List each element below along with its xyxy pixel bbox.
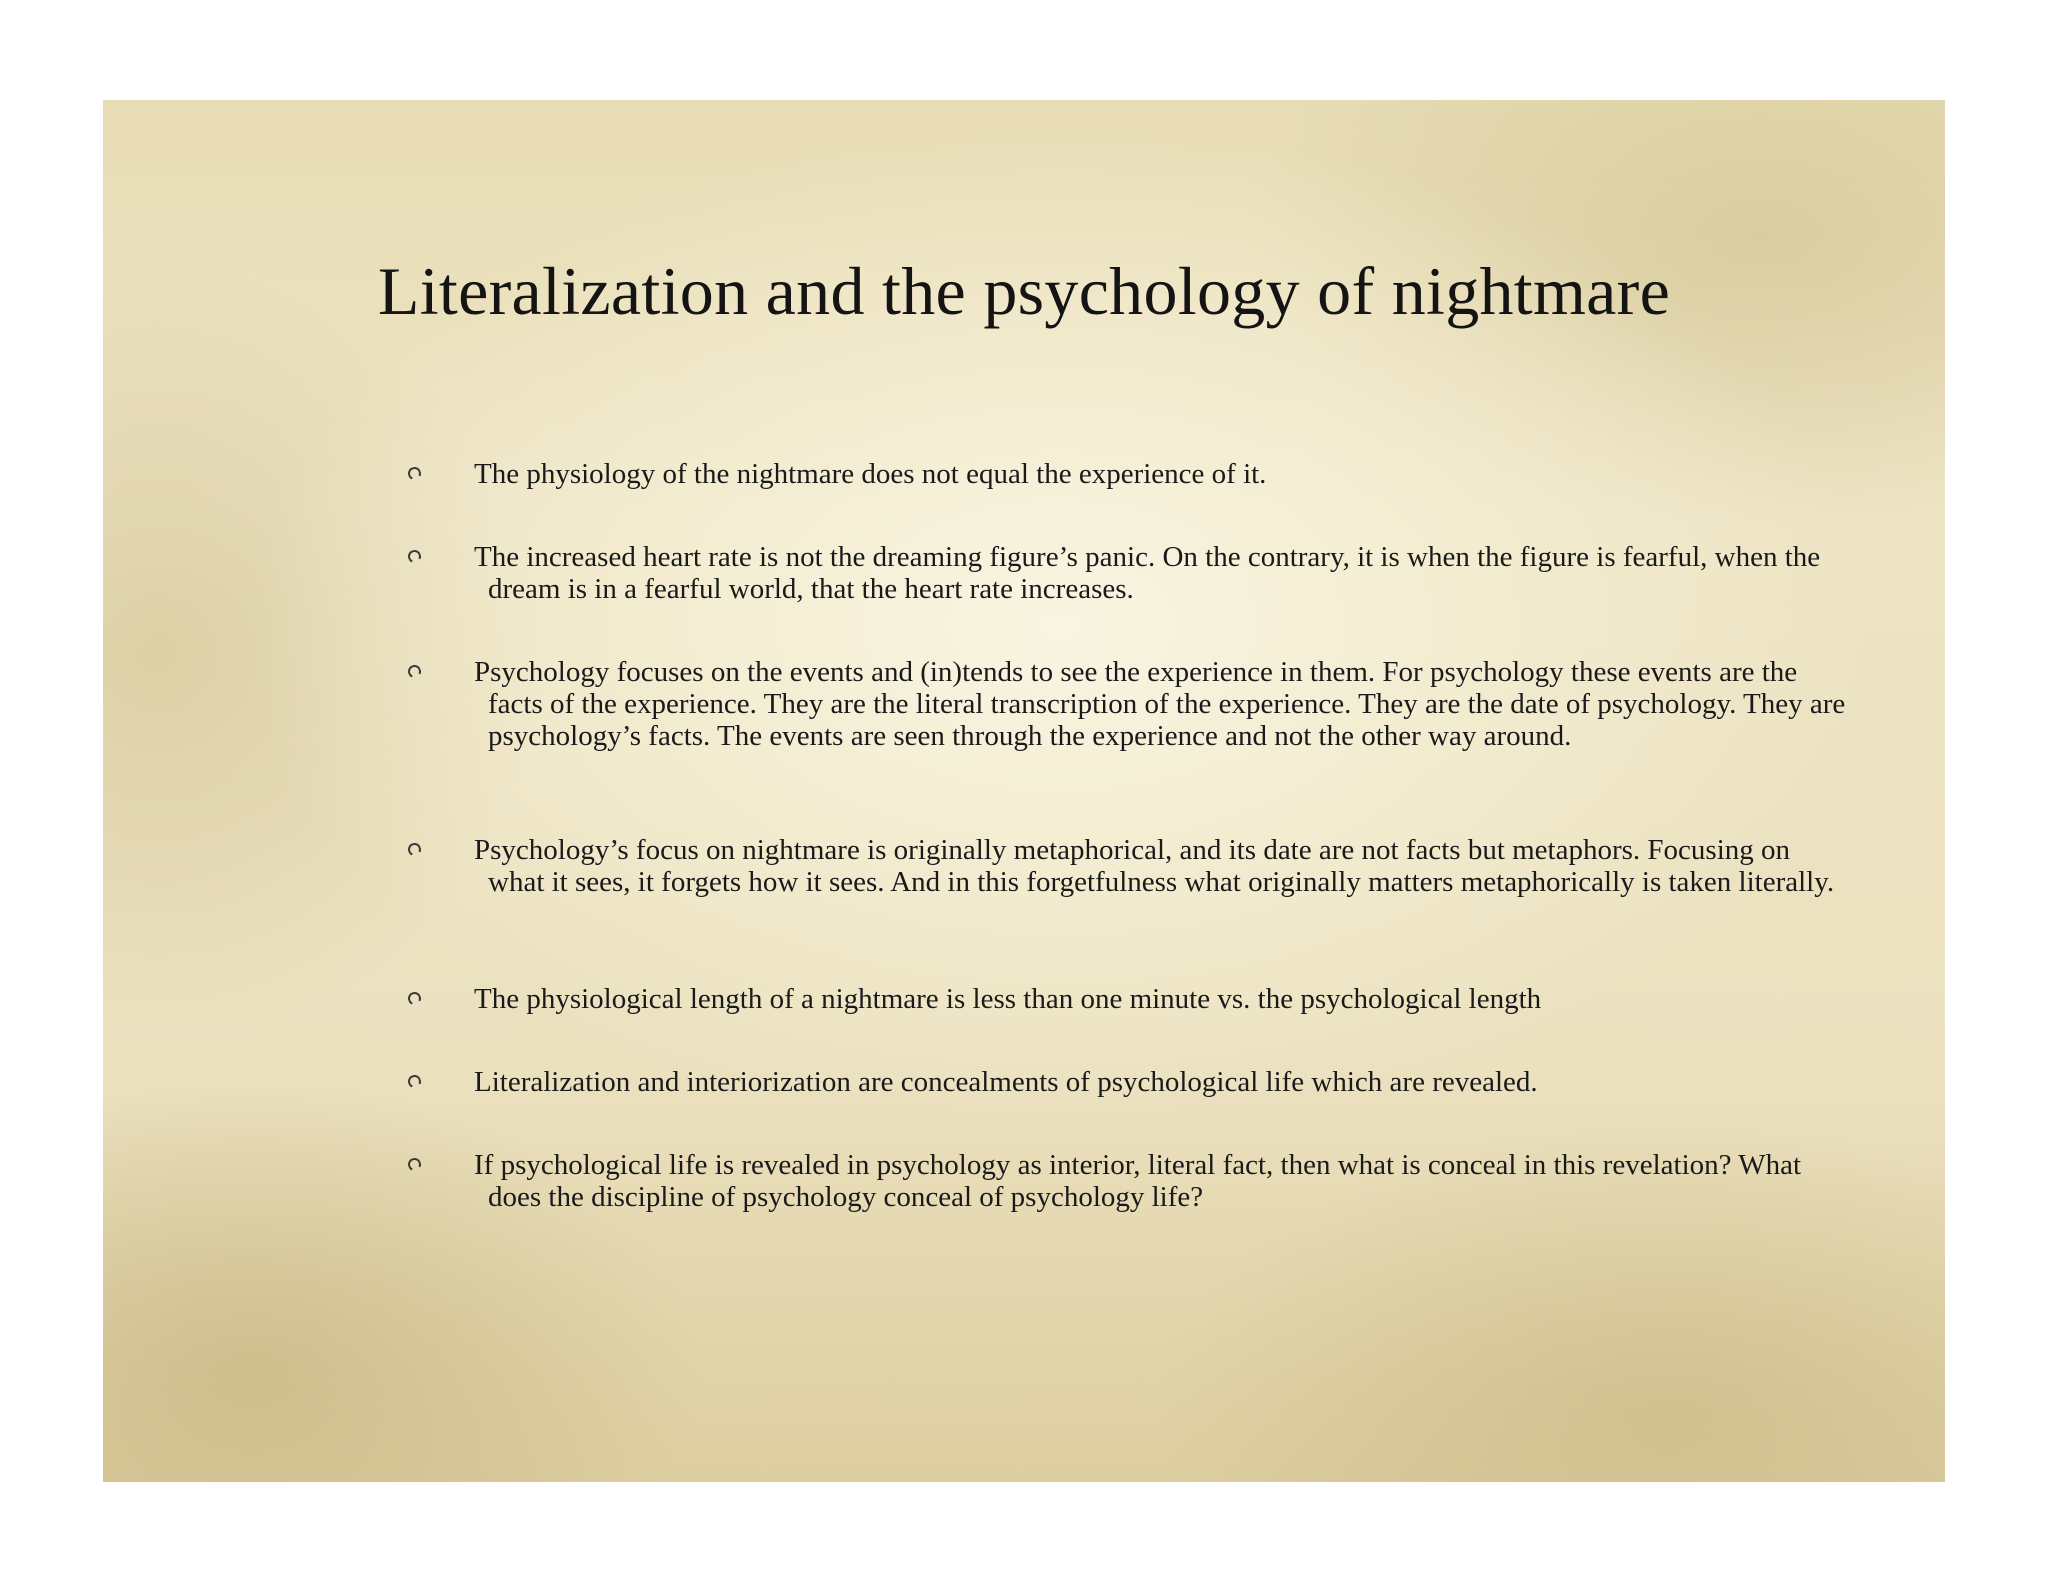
bullet-text: The increased heart rate is not the dreaming figure’s panic. On the contrary, it is when the figure is fearful, when the dream is in a fearful world, that the heart rate increases. [474,541,1821,605]
bullet-item [383,983,1853,1015]
bullet-item [383,834,1853,898]
bullet-item [383,656,1853,752]
bullet-list [103,100,1945,1482]
bullet-text: The physiological length of a nightmare is less than one minute vs. the psychological length [474,983,1542,1015]
slide-title: Literalization and the psychology of nightmare [377,253,1671,329]
bullet-text: The physiology of the nightmare does not equal the experience of it. [474,458,1267,490]
bullet-text: Psychology’s focus on nightmare is originally metaphorical, and its date are not facts but metaphors. Focusing on what it sees, it forgets how it sees. And in this forgetfulness what originally matters metaphorically is taken literally. [474,834,1835,898]
bullet-item [383,541,1853,605]
bullet-text: If psychological life is revealed in psychology as interior, literal fact, then what is conceal in this revelation? What does the discipline of psychology conceal of psychology life? [474,1149,1802,1213]
bullet-text: Literalization and interiorization are concealments of psychological life which are revealed. [474,1066,1538,1098]
slide [103,100,1945,1482]
bullet-item [383,458,1853,490]
bullet-item [383,1149,1853,1213]
bullet-text: Psychology focuses on the events and (in)tends to see the experience in them. For psychology these events are the facts of the experience. They are the literal transcription of the experience. They are the date of psychology. They are psychology’s facts. The events are seen through the experience and not the other way around. [474,656,1846,752]
bullet-item [383,1066,1853,1098]
